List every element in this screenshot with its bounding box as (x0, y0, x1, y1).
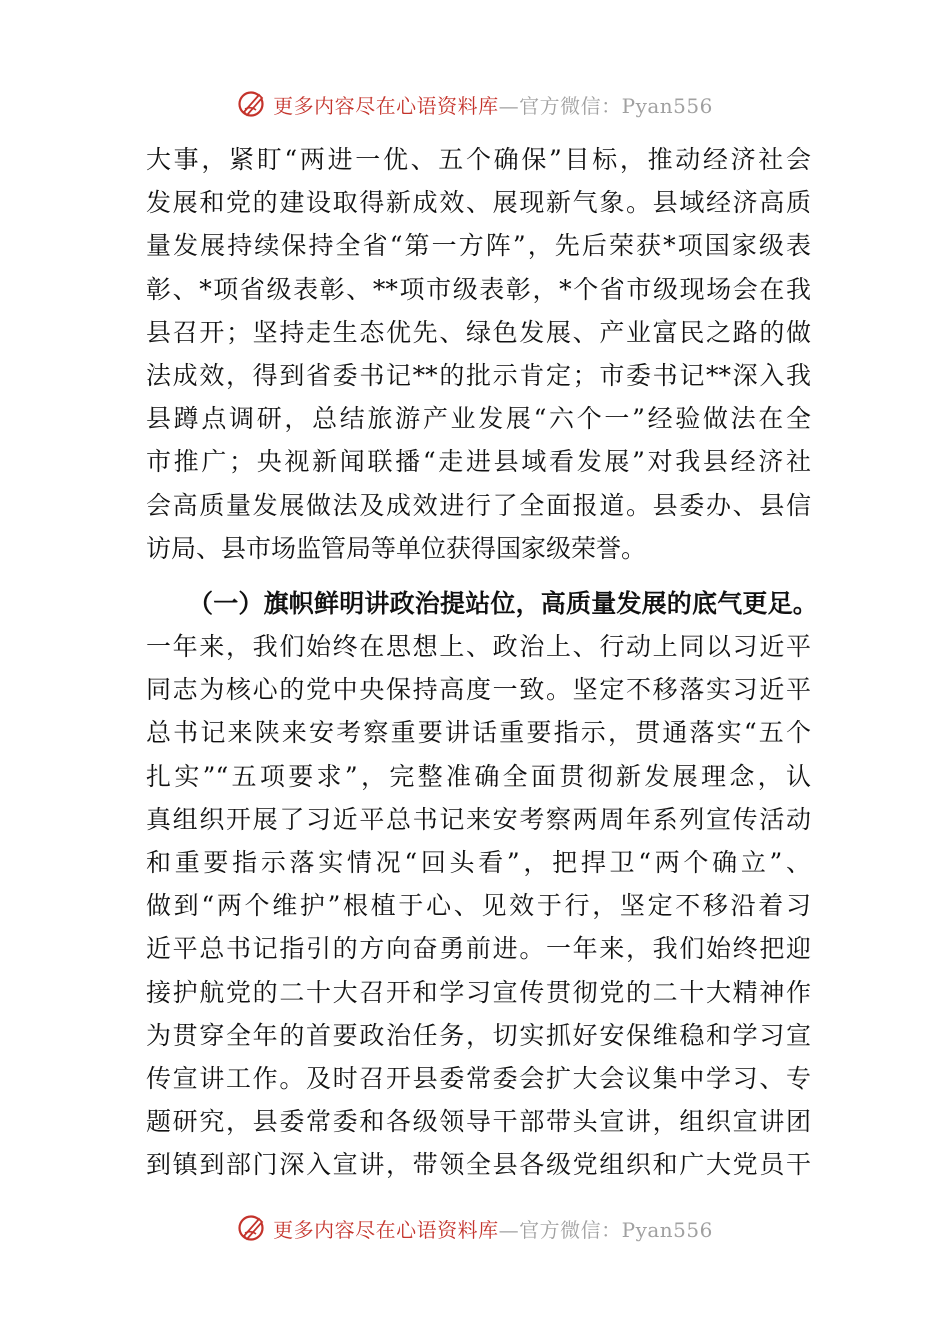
text-line: 总书记来陕来安考察重要讲话重要指示，贯通落实“五个 (146, 718, 811, 748)
text-line: 访局、县市场监管局等单位获得国家级荣誉。 (146, 533, 647, 563)
text-line: 法成效，得到省委书记**的批示肯定；市委书记**深入我 (146, 360, 811, 390)
text-line: 接护航党的二十大召开和学习宣传贯彻党的二十大精神作 (146, 977, 811, 1007)
text-line: 发展和党的建设取得新成效、展现新气象。县域经济高质 (146, 188, 811, 218)
pen-in-circle-logo-icon (237, 89, 267, 119)
text-line: 大事，紧盯“两进一优、五个确保”目标，推动经济社会 (146, 145, 811, 174)
watermark-header (0, 84, 950, 124)
text-line: 县蹲点调研，总结旅游产业发展“六个一”经验做法在全 (146, 404, 811, 434)
text-line: 题研究，县委常委和各级领导干部带头宣讲，组织宣讲团 (146, 1107, 811, 1137)
text-line: 县召开；坚持走生态优先、绿色发展、产业富民之路的做 (146, 317, 811, 347)
watermark-red-text: 更多内容尽在心语资料库 (273, 1217, 499, 1242)
watermark-footer (0, 1208, 950, 1248)
watermark-grey-text: —官方微信：Pyan556 (498, 1217, 713, 1242)
text-line: 扎实”“五项要求”，完整准确全面贯彻新发展理念，认 (146, 761, 811, 791)
text-line: 做到“两个维护”根植于心、见效于行，坚定不移沿着习 (146, 891, 811, 921)
text-line: 市推广；央视新闻联播“走进县域看发展”对我县经济社 (146, 447, 811, 477)
watermark-grey-text: —官方微信：Pyan556 (498, 93, 713, 118)
text-line: 近平总书记指引的方向奋勇前进。一年来，我们始终把迎 (146, 934, 811, 964)
text-line: 量发展持续保持全省“第一方阵”，先后荣获*项国家级表 (146, 231, 811, 261)
text-line: 一年来，我们始终在思想上、政治上、行动上同以习近平 (146, 632, 811, 662)
text-line: 传宣讲工作。及时召开县委常委会扩大会议集中学习、专 (146, 1063, 811, 1093)
text-line: 和重要指示落实情况“回头看”，把捍卫“两个确立”、 (146, 848, 811, 877)
document-body (146, 138, 819, 1187)
paragraph-1 (146, 138, 811, 570)
text-line: 真组织开展了习近平总书记来安考察两周年系列宣传活动 (146, 804, 811, 834)
text-line: 为贯穿全年的首要政治任务，切实抓好安保维稳和学习宣 (146, 1020, 811, 1050)
text-line: 会高质量发展做法及成效进行了全面报道。县委办、县信 (146, 490, 811, 520)
text-line: 同志为核心的党中央保持高度一致。坚定不移落实习近平 (146, 675, 811, 705)
paragraph-2 (146, 625, 811, 1186)
watermark-red-text: 更多内容尽在心语资料库 (273, 93, 499, 118)
section-heading: （一）旗帜鲜明讲政治提站位，高质量发展的底气更足。 (188, 588, 819, 618)
text-line: 彰、*项省级表彰、**项市级表彰，*个省市级现场会在我 (146, 274, 811, 304)
text-line: 到镇到部门深入宣讲，带领全县各级党组织和广大党员干 (146, 1150, 811, 1180)
pen-in-circle-logo-icon (237, 1213, 267, 1243)
